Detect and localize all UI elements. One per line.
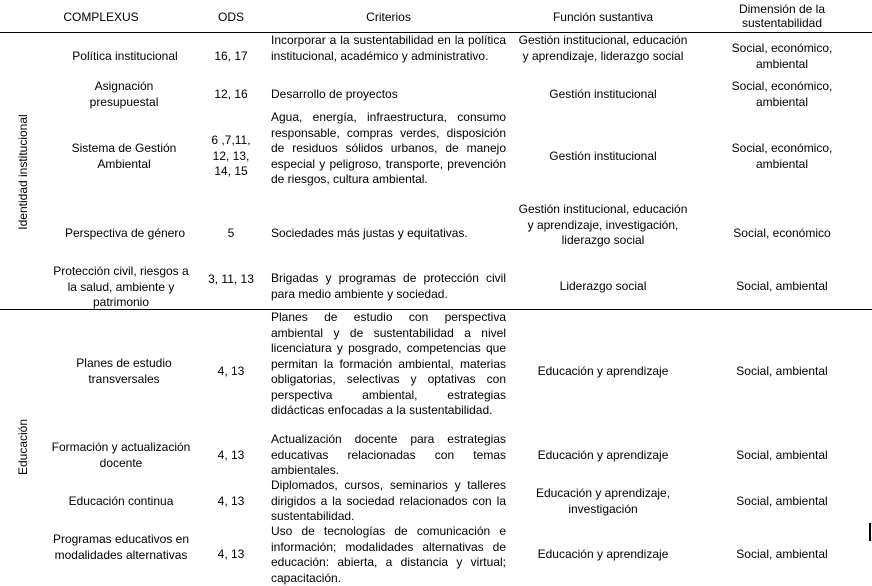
row-dimension: Social, económico — [733, 226, 831, 240]
row-dimension: Social, económico, ambiental — [731, 41, 833, 71]
header-ods: ODS — [217, 10, 244, 24]
row-criterio: Agua, energía, infraestructura, consumo responsable, compras verdes, disposición de residuos sólidos urbanos, de manejo especial y peligroso, transporte, prevención de riesgos, cultura ambiental. — [271, 110, 506, 186]
row-funcion: Educación y aprendizaje — [537, 448, 669, 462]
row-criterio: Sociedades más justas y equitativas. — [271, 226, 468, 240]
row-dimension: Social, ambiental — [736, 279, 828, 293]
row-criterio: Diplomados, cursos, seminarios y talleres dirigidos a la sociedad relacionados con la sustentabilidad. — [271, 478, 506, 523]
row-complexus: Programas educativos en modalidades alternativas — [52, 532, 190, 562]
row-ods: 4, 13 — [217, 547, 245, 561]
row-funcion: Gestión institucional, educación y aprendizaje, investigación, liderazgo social — [518, 202, 688, 247]
row-ods: 4, 13 — [217, 448, 245, 462]
row-ods: 6 ,7,11, 12, 13, 14, 15 — [211, 133, 251, 178]
row-dimension: Social, ambiental — [736, 547, 828, 561]
row-complexus: Educación continua — [68, 494, 174, 508]
group-label-identidad: Identidad institucional — [16, 114, 30, 230]
row-dimension: Social, económico, ambiental — [731, 79, 833, 109]
row-funcion: Liderazgo social — [559, 279, 647, 293]
row-criterio: Incorporar a la sustentabilidad en la política institucional, académico y administrativo. — [271, 33, 506, 63]
header-complexus: COMPLEXUS — [63, 10, 139, 24]
row-criterio: Desarrollo de proyectos — [271, 87, 398, 101]
row-complexus: Asignación presupuestal — [89, 79, 159, 109]
row-complexus: Sistema de Gestión Ambiental — [71, 141, 177, 171]
row-funcion: Educación y aprendizaje — [537, 364, 669, 378]
row-dimension: Social, ambiental — [736, 448, 828, 462]
header-dimension: Dimensión de la sustentabilidad — [738, 2, 826, 30]
row-ods: 3, 11, 13 — [208, 272, 254, 286]
row-funcion: Educación y aprendizaje, investigación — [535, 486, 671, 516]
row-ods: 4, 13 — [217, 364, 245, 378]
row-complexus: Planes de estudio transversales — [76, 356, 172, 386]
row-criterio: Brigadas y programas de protección civil para medio ambiente y sociedad. — [271, 271, 506, 301]
row-funcion: Educación y aprendizaje — [537, 547, 669, 561]
row-dimension: Social, ambiental — [736, 494, 828, 508]
row-criterio: Uso de tecnologías de comunicación e información; modalidades alternativas de educación: abierta, a distancia y virtual; capacitación. — [271, 524, 506, 585]
row-criterio: Planes de estudio con perspectiva ambiental y de sustentabilidad a nivel licenciatura y posgrado, competencias que permitan la formación ambiental, materias obligatorias, selectivas y optativas con perspectiva ambiental, estrategias didácticas enfocadas a la sustentabilidad. — [271, 310, 506, 417]
row-complexus: Política institucional — [72, 49, 178, 63]
row-ods: 16, 17 — [214, 49, 248, 63]
row-ods: 5 — [227, 226, 235, 240]
row-funcion: Gestión institucional, educación y aprendizaje, liderazgo social — [518, 33, 688, 63]
row-funcion: Gestión institucional — [549, 87, 657, 101]
header-criterios: Criterios — [366, 10, 411, 24]
row-ods: 4, 13 — [217, 494, 245, 508]
row-complexus: Formación y actualización docente — [51, 440, 191, 470]
row-complexus: Protección civil, riesgos a la salud, ambiente y patrimonio — [53, 264, 189, 309]
edge-mark — [869, 523, 871, 541]
header-funcion: Función sustantiva — [552, 10, 654, 24]
group-label-educacion: Educación — [16, 418, 30, 476]
row-dimension: Social, económico, ambiental — [731, 141, 833, 171]
row-funcion: Gestión institucional — [549, 149, 657, 163]
row-complexus: Perspectiva de género — [64, 226, 186, 240]
row-dimension: Social, ambiental — [736, 364, 828, 378]
row-ods: 12, 16 — [214, 87, 248, 101]
row-criterio: Actualización docente para estrategias educativas relacionadas con temas ambientales. — [271, 432, 506, 477]
